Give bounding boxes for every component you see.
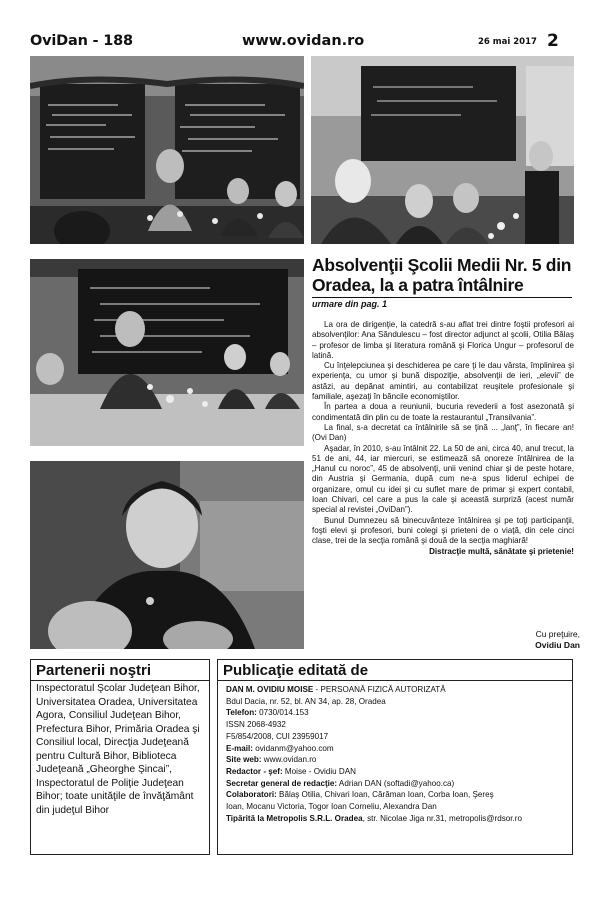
phone-value: 0730/014.153 — [256, 708, 309, 718]
issue-date: 26 mai 2017 — [478, 37, 537, 47]
phone-label: Telefon: — [226, 708, 257, 718]
registration-row: F5/854/2008, CUI 23959017 — [226, 731, 329, 741]
site-url[interactable]: www.ovidan.ro — [242, 33, 365, 49]
signature-intro: Cu preţuire, — [535, 629, 580, 639]
article-body — [312, 320, 574, 557]
issue-number: OviDan - 188 — [30, 33, 133, 49]
partners-box — [30, 659, 210, 855]
publisher-type: - PERSOANĂ FIZICĂ AUTORIZATĂ — [313, 685, 446, 694]
article-paragraph: În partea a doua a reuniunii, bucuria revederii a fost asezonată şi condimentată din plin cu de toate la restaurantul „Transilvania”. — [312, 402, 574, 422]
publisher-row — [226, 684, 572, 696]
editor-row — [226, 766, 572, 778]
phone-row — [226, 707, 572, 719]
article-paragraph: Cu înţelepciunea şi deschiderea pe care ţi le dau vârsta, împlinirea şi experienţa, cu umor şi bună dispoziţie, absolvenţii de ieri, „elevii” de astăzi, au depănat amintiri, au contabilizat reuşitele profesionale şi familiale, aşezaţi în băncile economiştilor. — [312, 361, 574, 402]
title-divider — [312, 297, 572, 298]
page-header — [30, 31, 570, 53]
partners-list: Inspectoratul Şcolar Judeţean Bihor, Universitatea Oradea, Universitatea Agora, Consiliul Judeţean Bihor, Prefectura Bihor, Primăria Oradea şi Consiliul local, Direcţia Judeţeană pentru Cultură Bihor, Biblioteca Judeţeană „Gheorghe Şincai”, Inspectoratul de Poliţie Judeţean Bihor; toate unităţile de învăţământ din judeţul Bihor — [36, 683, 200, 816]
collaborators-row-cont: Ioan, Mocanu Victoria, Togor Ioan Corneliu, Alexandra Dan — [226, 802, 437, 812]
secretary-value: Adrian DAN (softadi@yahoo.ca) — [337, 778, 455, 788]
classroom-audience-photo — [311, 56, 574, 244]
web-row — [226, 754, 572, 766]
email-link[interactable]: ovidanm@yahoo.com — [253, 743, 334, 753]
issn-row: ISSN 2068-4932 — [226, 720, 286, 730]
article-paragraph: Bunul Dumnezeu să binecuvânteze întâlnirea şi pe toţi participanţii, foşti elevi şi profesori, buni colegi şi prieteni de o viaţă, din cele cinci clase, trei de la secţia română şi două de la secţia maghiară! — [312, 515, 574, 546]
editor-value: Moise - Ovidiu DAN — [282, 766, 356, 776]
article-closing: Distracţie multă, sănătate şi prietenie! — [429, 546, 574, 556]
signature-name: Ovidiu Dan — [535, 640, 580, 650]
continued-from-note: urmare din pag. 1 — [312, 299, 388, 309]
page-number: 2 — [547, 31, 559, 51]
collaborators-row — [226, 789, 572, 801]
smiling-woman-photo — [30, 461, 304, 649]
printer-row — [226, 813, 572, 825]
secretary-row — [226, 778, 572, 790]
email-row — [226, 743, 572, 755]
article-signature — [480, 629, 580, 651]
printer-label: Tipărită la Metropolis S.R.L. Oradea — [226, 813, 363, 823]
editor-label: Redactor - şef: — [226, 766, 283, 776]
web-label: Site web: — [226, 755, 262, 765]
email-label: E-mail: — [226, 743, 253, 753]
article-paragraph: La final, s-a decretat ca întâlnirile să se ţină ... „lanţ”, în fiecare an! (Ovi Dan) — [312, 422, 574, 443]
teacher-speaking-photo — [30, 259, 304, 446]
publication-box — [217, 659, 573, 855]
collaborators-value: Bălaş Otilia, Chivari Ioan, Cărăman Ioan, Corba Ioan, Şereş — [276, 790, 494, 800]
article-title: Absolvenţii Şcolii Medii Nr. 5 din Oradea, la a patra întâlnire — [312, 255, 572, 295]
collaborators-label: Colaboratori: — [226, 790, 277, 800]
secretary-label: Secretar general de redacţie: — [226, 778, 338, 788]
publication-title: Publicaţie editată de — [218, 660, 572, 681]
printer-value: , str. Nicolae Jiga nr.31, metropolis@rdsor.ro — [362, 813, 522, 823]
article-paragraph: La ora de dirigenţie, la catedră s-au aflat trei dintre foştii profesori ai absolvenţilor: Ana Săndulescu – fost director adjunct al şcolii, Otilia Bălaş – profesor de limba şi literatura română şi Florica Ungur – profesorul de latină. — [312, 320, 574, 360]
classroom-podium-photo — [30, 56, 304, 244]
partners-title: Partenerii noştri — [31, 660, 209, 681]
address-row: Bdul Dacia, nr. 52, bl. AN 34, ap. 28, Oradea — [226, 696, 386, 706]
publisher-name: DAN M. OVIDIU MOISE — [226, 685, 314, 694]
article-paragraph: Aşadar, în 2010, s-au întâlnit 22. La 50 de ani, circa 40, anul trecut, la 51 de ani, 44, iar miercuri, se estimează să onoreze întâlnirea de la „Hanul cu noroc”, 45 de absolvenţi, unii venind chiar şi de peste hotare, din Austria şi Germania, după cum ne-a spus liderul echipei de organizare, omul cu idei şi cu suflet mare de primar şi expert contabil, Ioan Chivari, cel care a pus la cale şi această surpriză (acest număr special al revistei „OviDan”). — [312, 443, 574, 515]
publication-details — [226, 684, 572, 824]
web-link[interactable]: www.ovidan.ro — [261, 755, 317, 765]
